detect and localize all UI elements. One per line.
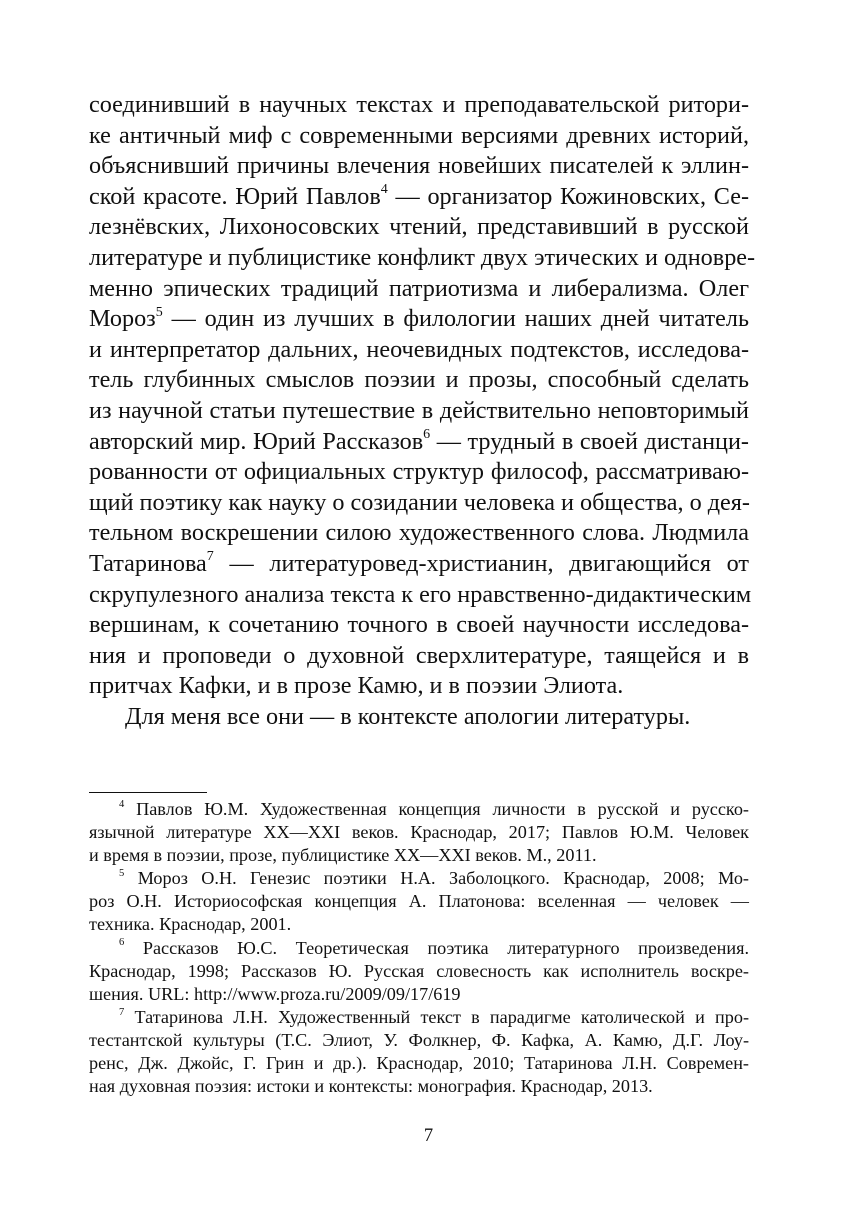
text-line xyxy=(89,182,749,213)
text-fragment: авторский мир. Юрий Рассказов xyxy=(89,427,424,455)
footnote-separator xyxy=(89,792,207,793)
text-line xyxy=(89,549,749,580)
text-line: притчах Кафки, и в прозе Камю, и в поэзии Элиота. xyxy=(89,672,624,700)
footnote-line: Краснодар, 1998; Рассказов Ю. Русская словесность как исполнитель воскре- xyxy=(89,960,749,981)
footnote-line xyxy=(89,937,749,960)
text-fragment: — один из лучших в филологии наших дней читатель xyxy=(162,305,749,333)
body-text xyxy=(89,90,756,732)
text-line: вершинам, к сочетанию точного в своей научности исследова- xyxy=(89,611,749,639)
footnote-line: ренс, Дж. Джойс, Г. Грин и др.). Краснодар, 2010; Татаринова Л.Н. Современ- xyxy=(89,1053,749,1074)
closing-paragraph: Для меня все они — в контексте апологии литературы. xyxy=(125,702,691,730)
footnote-line: роз О.Н. Историософская концепция А. Платонова: вселенная — человек — xyxy=(89,891,749,912)
text-line: щий поэтику как науку о созидании человека и общества, о дея- xyxy=(89,488,750,516)
footnote-ref-6[interactable]: 6 xyxy=(423,426,431,443)
text-line: тель глубинных смыслов поэзии и прозы, способный сделать xyxy=(89,366,749,394)
text-line: рованности от официальных структур философ, рассматриваю- xyxy=(89,458,749,486)
footnote-line xyxy=(89,798,749,821)
text-line: скрупулезного анализа текста к его нравственно-дидактическим xyxy=(89,580,752,608)
footnote-text: Павлов Ю.М. Художественная концепция личности в русской и русско- xyxy=(124,799,749,819)
text-fragment: ской красоте. Юрий Павлов xyxy=(89,182,381,210)
footnote-4 xyxy=(89,798,749,867)
text-line xyxy=(89,427,749,458)
page-number: 7 xyxy=(423,1126,434,1146)
footnote-ref-5[interactable]: 5 xyxy=(155,303,163,320)
text-line: лезнёвских, Лихоносовских чтений, представивший в русской xyxy=(89,213,749,241)
text-fragment: — трудный в своей дистанци- xyxy=(430,427,749,455)
text-fragment: — литературовед-христианин, двигающийся от xyxy=(213,549,749,577)
text-line: объяснивший причины влечения новейших писателей к эллин- xyxy=(89,152,749,180)
text-line: ния и проповеди о духовной сверхлитературе, таящейся и в xyxy=(89,641,749,669)
footnote-6 xyxy=(89,937,749,1006)
footnote-ref-4[interactable]: 4 xyxy=(380,181,388,198)
text-line: ке античный миф с современными версиями древних историй, xyxy=(89,121,749,149)
footnote-mark: 7 xyxy=(119,1006,125,1018)
text-fragment: Татаринова xyxy=(89,549,207,577)
footnote-line: шения. URL: http://www.proza.ru/2009/09/17/619 xyxy=(89,983,461,1004)
footnote-line: тестантской культуры (Т.С. Элиот, У. Фолкнер, Ф. Кафка, А. Камю, Д.Г. Лоу- xyxy=(89,1029,749,1050)
footnote-7 xyxy=(89,1006,749,1098)
footnote-mark: 5 xyxy=(119,868,125,880)
footnote-mark: 6 xyxy=(119,937,125,949)
footnote-line: ная духовная поэзия: истоки и контексты: монография. Краснодар, 2013. xyxy=(89,1076,653,1097)
text-line xyxy=(89,304,749,335)
footnote-ref-7[interactable]: 7 xyxy=(206,548,214,565)
text-fragment: Мороз xyxy=(89,305,156,333)
footnote-mark: 4 xyxy=(119,798,125,810)
footnotes xyxy=(89,798,749,1098)
footnote-line xyxy=(89,867,749,890)
text-line: из научной статьи путешествие в действительно неповторимый xyxy=(89,396,749,424)
text-line: и интерпретатор дальних, неочевидных подтекстов, исследова- xyxy=(89,335,749,363)
footnote-text: Рассказов Ю.С. Теоретическая поэтика литературного произведения. xyxy=(124,937,749,958)
text-line: литературе и публицистике конфликт двух этических и одновре- xyxy=(89,243,756,271)
footnote-text: Мороз О.Н. Генезис поэтики Н.А. Заболоцкого. Краснодар, 2008; Мо- xyxy=(124,868,749,889)
footnote-line xyxy=(89,1006,749,1029)
footnote-text: Татаринова Л.Н. Художественный текст в парадигме католической и про- xyxy=(124,1006,749,1027)
text-line: соединивший в научных текстах и преподавательской ритори- xyxy=(89,91,749,118)
footnote-5 xyxy=(89,867,749,936)
text-line: тельном воскрешении силою художественного слова. Людмила xyxy=(89,519,749,547)
footnote-line: техника. Краснодар, 2001. xyxy=(89,914,292,935)
text-line: менно эпических традиций патриотизма и либерализма. Олег xyxy=(89,274,749,302)
text-fragment: — организатор Кожиновских, Се- xyxy=(387,182,749,210)
footnote-line: язычной литературе XX—XXI веков. Краснодар, 2017; Павлов Ю.М. Человек xyxy=(89,822,749,843)
footnote-line: и время в поэзии, прозе, публицистике XX—XXI веков. М., 2011. xyxy=(89,845,597,866)
